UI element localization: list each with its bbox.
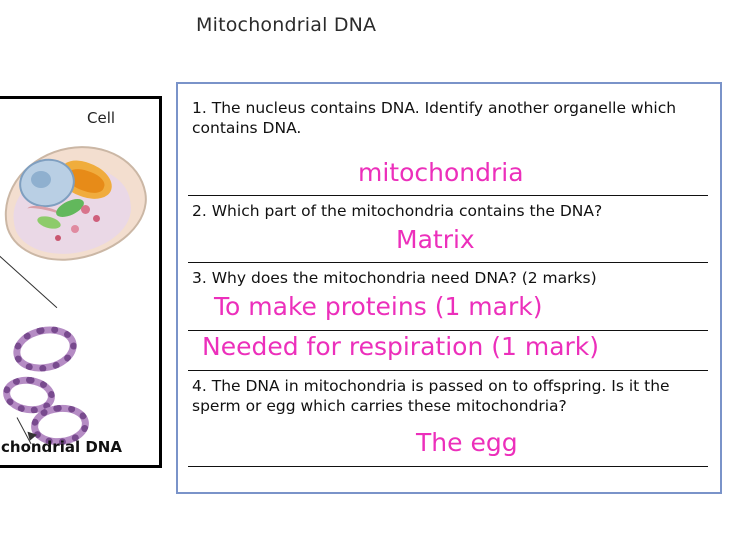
circular-dna-icon bbox=[9, 321, 81, 377]
vesicle-shape bbox=[71, 225, 79, 233]
question-4-body: The DNA in mitochondria is passed on to offspring. Is it the sperm or egg which carries these mitochondria? bbox=[192, 377, 670, 416]
answer-rule-1 bbox=[188, 195, 708, 196]
answer-rule-3b bbox=[188, 370, 708, 371]
cell-diagram-panel bbox=[0, 96, 162, 468]
question-1-number: 1. bbox=[192, 99, 207, 117]
answer-rule-3a bbox=[188, 330, 708, 331]
question-2-number: 2. bbox=[192, 202, 207, 220]
vesicle-shape bbox=[93, 215, 100, 222]
answer-rule-4 bbox=[188, 466, 708, 467]
answer-rule-2 bbox=[188, 262, 708, 263]
question-3-text bbox=[192, 268, 706, 288]
page-title: Mitochondrial DNA bbox=[196, 14, 377, 36]
vesicle-shape bbox=[81, 205, 90, 214]
question-4-text bbox=[192, 376, 706, 417]
question-3-number: 3. bbox=[192, 269, 207, 287]
question-3-body: Why does the mitochondria need DNA? (2 marks) bbox=[211, 269, 597, 287]
answer-2: Matrix bbox=[396, 225, 475, 254]
question-1-body: The nucleus contains DNA. Identify another organelle which contains DNA. bbox=[192, 99, 677, 138]
answer-1: mitochondria bbox=[358, 158, 524, 187]
answer-3-line-1: To make proteins (1 mark) bbox=[214, 292, 543, 321]
diagram-label-cell: Cell bbox=[87, 109, 116, 127]
question-2-text bbox=[192, 201, 706, 221]
question-1-text bbox=[192, 98, 706, 139]
worksheet-panel bbox=[176, 82, 722, 494]
cell-illustration bbox=[0, 143, 149, 261]
diagram-label-mitochondrial-dna: chondrial DNA bbox=[1, 438, 122, 456]
answer-4: The egg bbox=[416, 428, 518, 457]
answer-3-line-2: Needed for respiration (1 mark) bbox=[202, 332, 600, 361]
question-4-number: 4. bbox=[192, 377, 207, 395]
nucleolus-shape bbox=[31, 171, 51, 188]
question-2-body: Which part of the mitochondria contains the DNA? bbox=[211, 202, 603, 220]
leader-line bbox=[0, 255, 57, 308]
vesicle-shape bbox=[55, 235, 61, 241]
